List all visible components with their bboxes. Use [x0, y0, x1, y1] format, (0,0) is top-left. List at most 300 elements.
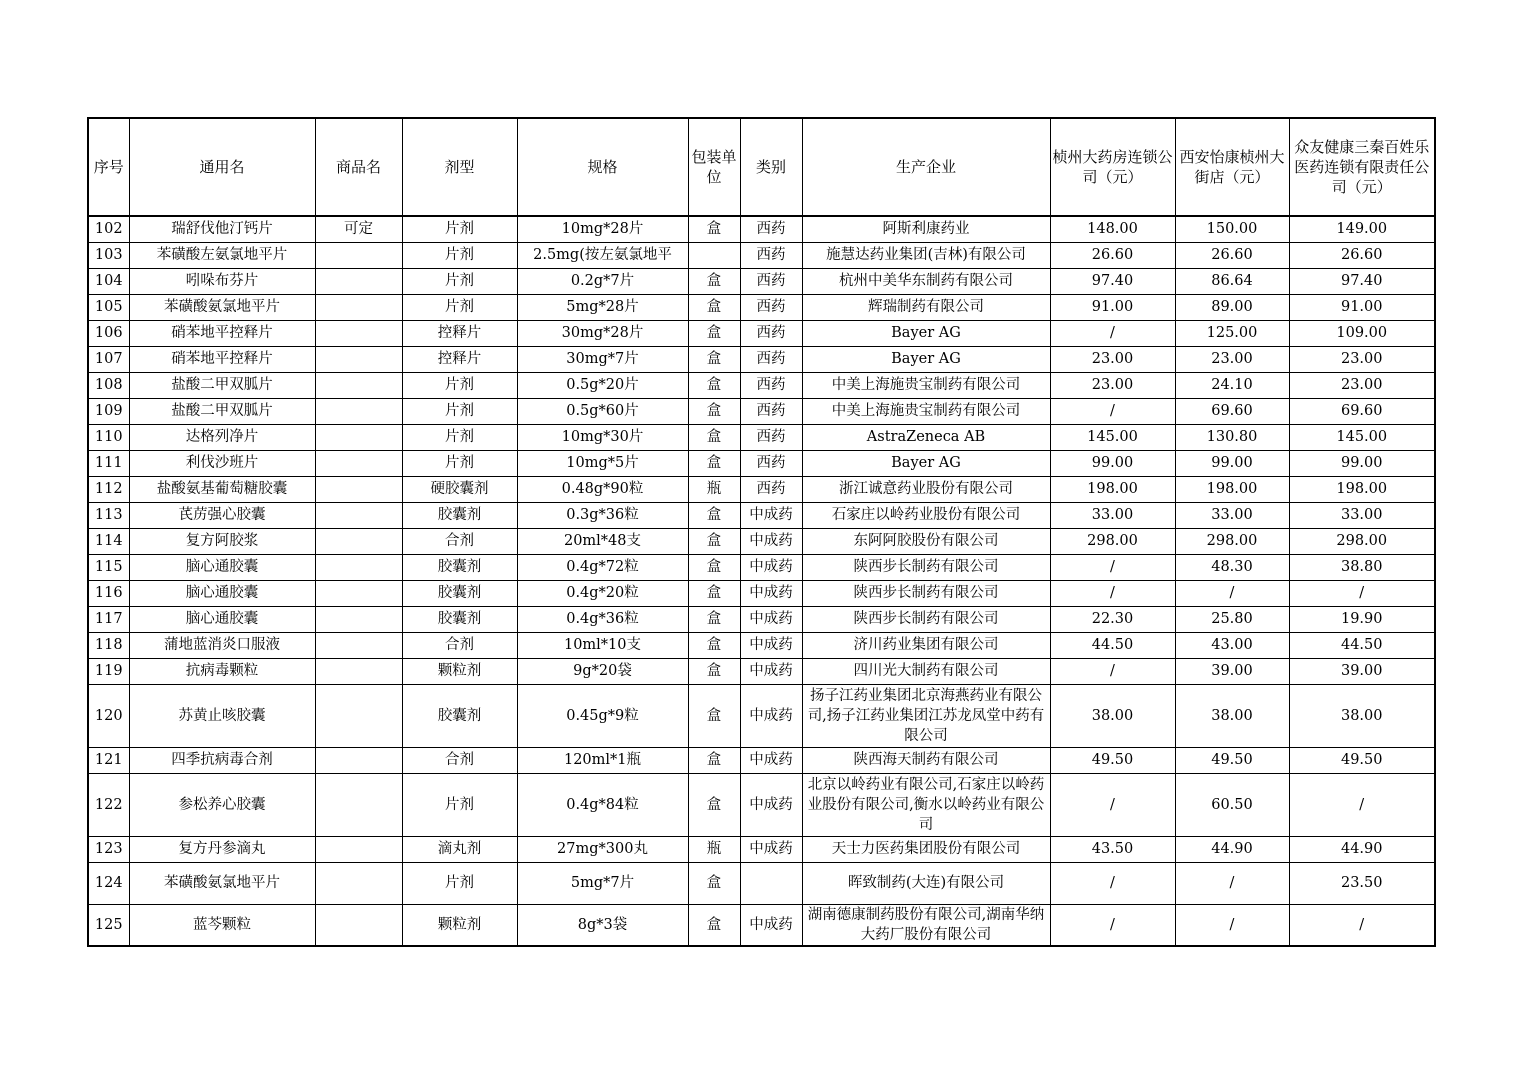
cell-brand-name: [315, 747, 402, 773]
cell-price-store-1: 298.00: [1050, 528, 1175, 554]
cell-category: 中成药: [740, 836, 802, 862]
cell-manufacturer: AstraZeneca AB: [802, 424, 1050, 450]
header-price-store-2: 西安怡康桢州大街店（元）: [1175, 118, 1289, 216]
cell-specification: 20ml*48支: [517, 528, 688, 554]
cell-price-store-2: 60.50: [1175, 773, 1289, 836]
cell-index: 121: [88, 747, 129, 773]
cell-price-store-2: 23.00: [1175, 346, 1289, 372]
cell-price-store-3: 38.80: [1289, 554, 1435, 580]
cell-index: 119: [88, 658, 129, 684]
cell-dosage-form: 合剂: [402, 632, 517, 658]
cell-category: 中成药: [740, 554, 802, 580]
cell-category: 西药: [740, 450, 802, 476]
cell-brand-name: [315, 346, 402, 372]
cell-manufacturer: 浙江诚意药业股份有限公司: [802, 476, 1050, 502]
cell-price-store-1: 23.00: [1050, 346, 1175, 372]
cell-brand-name: [315, 502, 402, 528]
header-dosage-form: 剂型: [402, 118, 517, 216]
table-row: [88, 216, 1435, 242]
cell-generic-name: 脑心通胶囊: [129, 580, 315, 606]
cell-category: 西药: [740, 372, 802, 398]
cell-generic-name: 苯磺酸氨氯地平片: [129, 862, 315, 904]
cell-specification: 0.4g*72粒: [517, 554, 688, 580]
cell-manufacturer: 扬子江药业集团北京海燕药业有限公司,扬子江药业集团江苏龙凤堂中药有限公司: [802, 684, 1050, 747]
header-category: 类别: [740, 118, 802, 216]
cell-package-unit: 盒: [688, 450, 740, 476]
cell-package-unit: 盒: [688, 747, 740, 773]
cell-generic-name: 吲哚布芬片: [129, 268, 315, 294]
table-row: [88, 554, 1435, 580]
cell-manufacturer: 济川药业集团有限公司: [802, 632, 1050, 658]
cell-manufacturer: 陕西海天制药有限公司: [802, 747, 1050, 773]
table-row: [88, 398, 1435, 424]
cell-specification: 30mg*28片: [517, 320, 688, 346]
cell-brand-name: [315, 658, 402, 684]
table-row: [88, 658, 1435, 684]
cell-brand-name: [315, 528, 402, 554]
cell-price-store-2: 298.00: [1175, 528, 1289, 554]
header-row: [88, 118, 1435, 216]
cell-generic-name: 蒲地蓝消炎口服液: [129, 632, 315, 658]
cell-dosage-form: 硬胶囊剂: [402, 476, 517, 502]
cell-index: 103: [88, 242, 129, 268]
cell-category: 西药: [740, 476, 802, 502]
cell-specification: 120ml*1瓶: [517, 747, 688, 773]
cell-category: 西药: [740, 294, 802, 320]
cell-price-store-2: 44.90: [1175, 836, 1289, 862]
cell-price-store-3: 39.00: [1289, 658, 1435, 684]
table-row: [88, 836, 1435, 862]
cell-package-unit: [688, 242, 740, 268]
cell-manufacturer: 湖南德康制药股份有限公司,湖南华纳大药厂股份有限公司: [802, 904, 1050, 946]
cell-price-store-3: 23.00: [1289, 346, 1435, 372]
cell-specification: 0.5g*20片: [517, 372, 688, 398]
cell-package-unit: 盒: [688, 268, 740, 294]
cell-price-store-1: /: [1050, 658, 1175, 684]
cell-package-unit: 盒: [688, 294, 740, 320]
cell-price-store-1: 148.00: [1050, 216, 1175, 242]
cell-specification: 5mg*28片: [517, 294, 688, 320]
cell-specification: 30mg*7片: [517, 346, 688, 372]
cell-category: 西药: [740, 398, 802, 424]
cell-index: 109: [88, 398, 129, 424]
table-row: [88, 862, 1435, 904]
cell-manufacturer: Bayer AG: [802, 320, 1050, 346]
cell-specification: 10mg*28片: [517, 216, 688, 242]
header-index: 序号: [88, 118, 129, 216]
table-row: [88, 684, 1435, 747]
cell-price-store-2: 38.00: [1175, 684, 1289, 747]
cell-specification: 5mg*7片: [517, 862, 688, 904]
cell-generic-name: 苯磺酸左氨氯地平片: [129, 242, 315, 268]
cell-generic-name: 苏黄止咳胶囊: [129, 684, 315, 747]
cell-price-store-2: 125.00: [1175, 320, 1289, 346]
table-row: [88, 346, 1435, 372]
cell-category: 西药: [740, 268, 802, 294]
cell-dosage-form: 片剂: [402, 398, 517, 424]
cell-manufacturer: 石家庄以岭药业股份有限公司: [802, 502, 1050, 528]
cell-category: 西药: [740, 424, 802, 450]
cell-specification: [517, 242, 688, 268]
table-row: [88, 773, 1435, 836]
cell-manufacturer: 辉瑞制药有限公司: [802, 294, 1050, 320]
cell-package-unit: 盒: [688, 580, 740, 606]
table-row: [88, 632, 1435, 658]
cell-dosage-form: 片剂: [402, 268, 517, 294]
cell-generic-name: 抗病毒颗粒: [129, 658, 315, 684]
table-row: [88, 606, 1435, 632]
cell-manufacturer: 阿斯利康药业: [802, 216, 1050, 242]
cell-package-unit: 盒: [688, 398, 740, 424]
cell-index: 111: [88, 450, 129, 476]
cell-price-store-3: 97.40: [1289, 268, 1435, 294]
cell-package-unit: 盒: [688, 346, 740, 372]
cell-specification: 0.48g*90粒: [517, 476, 688, 502]
cell-manufacturer: 杭州中美华东制药有限公司: [802, 268, 1050, 294]
cell-price-store-1: 91.00: [1050, 294, 1175, 320]
cell-price-store-2: 89.00: [1175, 294, 1289, 320]
cell-specification: 27mg*300丸: [517, 836, 688, 862]
cell-manufacturer: 施慧达药业集团(吉林)有限公司: [802, 242, 1050, 268]
table-row: [88, 320, 1435, 346]
cell-specification: 8g*3袋: [517, 904, 688, 946]
cell-price-store-3: 23.00: [1289, 372, 1435, 398]
cell-generic-name: 盐酸二甲双胍片: [129, 398, 315, 424]
cell-index: 120: [88, 684, 129, 747]
cell-dosage-form: 片剂: [402, 862, 517, 904]
cell-specification: 10mg*5片: [517, 450, 688, 476]
cell-package-unit: 盒: [688, 424, 740, 450]
cell-price-store-3: 298.00: [1289, 528, 1435, 554]
cell-brand-name: [315, 606, 402, 632]
cell-price-store-1: /: [1050, 398, 1175, 424]
cell-category: 西药: [740, 346, 802, 372]
cell-price-store-3: /: [1289, 580, 1435, 606]
cell-dosage-form: 胶囊剂: [402, 502, 517, 528]
cell-price-store-2: 33.00: [1175, 502, 1289, 528]
cell-price-store-2: 49.50: [1175, 747, 1289, 773]
cell-generic-name: 芪苈强心胶囊: [129, 502, 315, 528]
cell-index: 105: [88, 294, 129, 320]
cell-package-unit: 盒: [688, 320, 740, 346]
cell-package-unit: 盒: [688, 773, 740, 836]
cell-price-store-1: 26.60: [1050, 242, 1175, 268]
cell-dosage-form: 片剂: [402, 242, 517, 268]
cell-price-store-1: 97.40: [1050, 268, 1175, 294]
cell-package-unit: 盒: [688, 862, 740, 904]
cell-brand-name: [315, 242, 402, 268]
cell-dosage-form: 片剂: [402, 372, 517, 398]
cell-index: 110: [88, 424, 129, 450]
cell-generic-name: 参松养心胶囊: [129, 773, 315, 836]
cell-specification: 10ml*10支: [517, 632, 688, 658]
cell-brand-name: [315, 398, 402, 424]
cell-price-store-2: /: [1175, 904, 1289, 946]
cell-price-store-3: 49.50: [1289, 747, 1435, 773]
cell-manufacturer: 天士力医药集团股份有限公司: [802, 836, 1050, 862]
cell-price-store-1: /: [1050, 773, 1175, 836]
cell-generic-name: 盐酸二甲双胍片: [129, 372, 315, 398]
cell-price-store-2: 26.60: [1175, 242, 1289, 268]
cell-category: [740, 862, 802, 904]
cell-index: 108: [88, 372, 129, 398]
table-row: [88, 372, 1435, 398]
cell-index: 118: [88, 632, 129, 658]
cell-price-store-3: 26.60: [1289, 242, 1435, 268]
cell-manufacturer: 四川光大制药有限公司: [802, 658, 1050, 684]
cell-generic-name: 脑心通胶囊: [129, 606, 315, 632]
cell-package-unit: 瓶: [688, 836, 740, 862]
cell-index: 125: [88, 904, 129, 946]
cell-price-store-2: 69.60: [1175, 398, 1289, 424]
cell-brand-name: [315, 294, 402, 320]
cell-manufacturer: 中美上海施贵宝制药有限公司: [802, 398, 1050, 424]
cell-specification: 0.4g*20粒: [517, 580, 688, 606]
cell-index: 112: [88, 476, 129, 502]
cell-manufacturer: 东阿阿胶股份有限公司: [802, 528, 1050, 554]
cell-specification: 0.3g*36粒: [517, 502, 688, 528]
cell-category: 中成药: [740, 528, 802, 554]
cell-price-store-1: 22.30: [1050, 606, 1175, 632]
header-brand-name: 商品名: [315, 118, 402, 216]
cell-generic-name: 复方丹参滴丸: [129, 836, 315, 862]
cell-package-unit: 盒: [688, 658, 740, 684]
cell-price-store-1: 43.50: [1050, 836, 1175, 862]
cell-generic-name: 硝苯地平控释片: [129, 320, 315, 346]
cell-specification: 0.4g*36粒: [517, 606, 688, 632]
cell-category: 中成药: [740, 773, 802, 836]
table-row: [88, 476, 1435, 502]
cell-price-store-2: 150.00: [1175, 216, 1289, 242]
cell-package-unit: 瓶: [688, 476, 740, 502]
cell-category: 中成药: [740, 747, 802, 773]
cell-price-store-2: 25.80: [1175, 606, 1289, 632]
cell-brand-name: [315, 904, 402, 946]
cell-price-store-3: 44.50: [1289, 632, 1435, 658]
cell-package-unit: 盒: [688, 554, 740, 580]
cell-price-store-1: /: [1050, 580, 1175, 606]
cell-price-store-1: 38.00: [1050, 684, 1175, 747]
cell-price-store-3: 23.50: [1289, 862, 1435, 904]
cell-brand-name: [315, 554, 402, 580]
cell-price-store-1: 49.50: [1050, 747, 1175, 773]
cell-specification: 0.2g*7片: [517, 268, 688, 294]
cell-index: 114: [88, 528, 129, 554]
cell-category: 中成药: [740, 580, 802, 606]
cell-price-store-3: /: [1289, 904, 1435, 946]
cell-brand-name: [315, 320, 402, 346]
cell-brand-name: [315, 632, 402, 658]
table-row: [88, 450, 1435, 476]
table-row: [88, 502, 1435, 528]
cell-price-store-3: 69.60: [1289, 398, 1435, 424]
cell-price-store-3: 91.00: [1289, 294, 1435, 320]
cell-dosage-form: 合剂: [402, 528, 517, 554]
cell-price-store-1: /: [1050, 554, 1175, 580]
cell-dosage-form: 控释片: [402, 320, 517, 346]
cell-package-unit: 盒: [688, 632, 740, 658]
table-row: [88, 747, 1435, 773]
cell-generic-name: 苯磺酸氨氯地平片: [129, 294, 315, 320]
table-row: [88, 904, 1435, 946]
cell-dosage-form: 颗粒剂: [402, 904, 517, 946]
table-row: [88, 580, 1435, 606]
cell-price-store-2: 43.00: [1175, 632, 1289, 658]
cell-category: 中成药: [740, 632, 802, 658]
cell-index: 117: [88, 606, 129, 632]
cell-generic-name: 达格列净片: [129, 424, 315, 450]
header-specification: 规格: [517, 118, 688, 216]
cell-specification: 0.4g*84粒: [517, 773, 688, 836]
cell-dosage-form: 胶囊剂: [402, 684, 517, 747]
cell-brand-name: [315, 268, 402, 294]
cell-price-store-1: /: [1050, 320, 1175, 346]
cell-brand-name: [315, 773, 402, 836]
cell-specification: 10mg*30片: [517, 424, 688, 450]
cell-brand-name: [315, 476, 402, 502]
cell-index: 123: [88, 836, 129, 862]
cell-brand-name: [315, 684, 402, 747]
cell-price-store-3: 198.00: [1289, 476, 1435, 502]
cell-index: 102: [88, 216, 129, 242]
cell-price-store-3: 19.90: [1289, 606, 1435, 632]
cell-category: 中成药: [740, 684, 802, 747]
cell-manufacturer: 晖致制药(大连)有限公司: [802, 862, 1050, 904]
drug-price-table: [87, 117, 1436, 947]
cell-generic-name: 利伐沙班片: [129, 450, 315, 476]
cell-manufacturer: Bayer AG: [802, 450, 1050, 476]
cell-price-store-3: 145.00: [1289, 424, 1435, 450]
cell-index: 106: [88, 320, 129, 346]
cell-specification: 9g*20袋: [517, 658, 688, 684]
cell-price-store-3: 38.00: [1289, 684, 1435, 747]
cell-price-store-2: 86.64: [1175, 268, 1289, 294]
cell-price-store-1: 23.00: [1050, 372, 1175, 398]
header-generic-name: 通用名: [129, 118, 315, 216]
cell-index: 104: [88, 268, 129, 294]
cell-package-unit: 盒: [688, 606, 740, 632]
cell-specification-text: 2.5mg(按左氨氯地平: [533, 246, 672, 263]
cell-generic-name: 蓝芩颗粒: [129, 904, 315, 946]
cell-category: 中成药: [740, 502, 802, 528]
cell-dosage-form: 片剂: [402, 216, 517, 242]
cell-manufacturer: 陕西步长制药有限公司: [802, 606, 1050, 632]
cell-price-store-3: 44.90: [1289, 836, 1435, 862]
cell-brand-name: [315, 450, 402, 476]
cell-manufacturer: Bayer AG: [802, 346, 1050, 372]
cell-dosage-form: 合剂: [402, 747, 517, 773]
header-package-unit: 包装单位: [688, 118, 740, 216]
table-row: [88, 242, 1435, 268]
cell-manufacturer: 中美上海施贵宝制药有限公司: [802, 372, 1050, 398]
cell-price-store-2: /: [1175, 580, 1289, 606]
cell-dosage-form: 滴丸剂: [402, 836, 517, 862]
cell-index: 113: [88, 502, 129, 528]
cell-price-store-2: 99.00: [1175, 450, 1289, 476]
cell-manufacturer: 陕西步长制药有限公司: [802, 580, 1050, 606]
cell-price-store-2: 130.80: [1175, 424, 1289, 450]
table-row: [88, 294, 1435, 320]
cell-price-store-1: 198.00: [1050, 476, 1175, 502]
cell-index: 116: [88, 580, 129, 606]
cell-generic-name: 四季抗病毒合剂: [129, 747, 315, 773]
cell-index: 124: [88, 862, 129, 904]
cell-category: 西药: [740, 216, 802, 242]
cell-index: 122: [88, 773, 129, 836]
cell-generic-name: 盐酸氨基葡萄糖胶囊: [129, 476, 315, 502]
cell-dosage-form: 颗粒剂: [402, 658, 517, 684]
cell-generic-name: 脑心通胶囊: [129, 554, 315, 580]
cell-manufacturer: 陕西步长制药有限公司: [802, 554, 1050, 580]
cell-specification: 0.5g*60片: [517, 398, 688, 424]
cell-package-unit: 盒: [688, 528, 740, 554]
cell-index: 107: [88, 346, 129, 372]
cell-price-store-2: 198.00: [1175, 476, 1289, 502]
cell-brand-name: [315, 836, 402, 862]
cell-category: 中成药: [740, 904, 802, 946]
cell-price-store-3: 149.00: [1289, 216, 1435, 242]
cell-price-store-3: 109.00: [1289, 320, 1435, 346]
table-row: [88, 528, 1435, 554]
cell-price-store-2: /: [1175, 862, 1289, 904]
cell-brand-name: [315, 372, 402, 398]
cell-price-store-1: 33.00: [1050, 502, 1175, 528]
cell-dosage-form: 片剂: [402, 450, 517, 476]
cell-price-store-2: 24.10: [1175, 372, 1289, 398]
header-price-store-1: 桢州大药房连锁公司（元）: [1050, 118, 1175, 216]
cell-specification: 0.45g*9粒: [517, 684, 688, 747]
cell-price-store-1: 99.00: [1050, 450, 1175, 476]
cell-package-unit: 盒: [688, 216, 740, 242]
cell-generic-name: 瑞舒伐他汀钙片: [129, 216, 315, 242]
cell-price-store-3: 33.00: [1289, 502, 1435, 528]
cell-package-unit: 盒: [688, 372, 740, 398]
cell-dosage-form: 片剂: [402, 424, 517, 450]
table-row: [88, 424, 1435, 450]
table-row: [88, 268, 1435, 294]
cell-package-unit: 盒: [688, 502, 740, 528]
cell-dosage-form: 片剂: [402, 294, 517, 320]
cell-manufacturer: 北京以岭药业有限公司,石家庄以岭药业股份有限公司,衡水以岭药业有限公司: [802, 773, 1050, 836]
cell-dosage-form: 胶囊剂: [402, 606, 517, 632]
cell-generic-name: 复方阿胶浆: [129, 528, 315, 554]
cell-package-unit: 盒: [688, 904, 740, 946]
cell-index: 115: [88, 554, 129, 580]
cell-brand-name: 可定: [315, 216, 402, 242]
cell-category: 中成药: [740, 606, 802, 632]
cell-brand-name: [315, 580, 402, 606]
cell-brand-name: [315, 862, 402, 904]
cell-category: 西药: [740, 320, 802, 346]
cell-price-store-2: 39.00: [1175, 658, 1289, 684]
cell-price-store-1: /: [1050, 862, 1175, 904]
cell-dosage-form: 片剂: [402, 773, 517, 836]
cell-price-store-3: /: [1289, 773, 1435, 836]
cell-dosage-form: 控释片: [402, 346, 517, 372]
cell-generic-name: 硝苯地平控释片: [129, 346, 315, 372]
cell-category: 西药: [740, 242, 802, 268]
cell-category: 中成药: [740, 658, 802, 684]
cell-price-store-3: 99.00: [1289, 450, 1435, 476]
header-manufacturer: 生产企业: [802, 118, 1050, 216]
cell-price-store-1: 145.00: [1050, 424, 1175, 450]
header-price-store-3: 众友健康三秦百姓乐医药连锁有限责任公司（元）: [1289, 118, 1435, 216]
cell-price-store-1: /: [1050, 904, 1175, 946]
cell-package-unit: 盒: [688, 684, 740, 747]
cell-dosage-form: 胶囊剂: [402, 554, 517, 580]
cell-price-store-2: 48.30: [1175, 554, 1289, 580]
cell-price-store-1: 44.50: [1050, 632, 1175, 658]
